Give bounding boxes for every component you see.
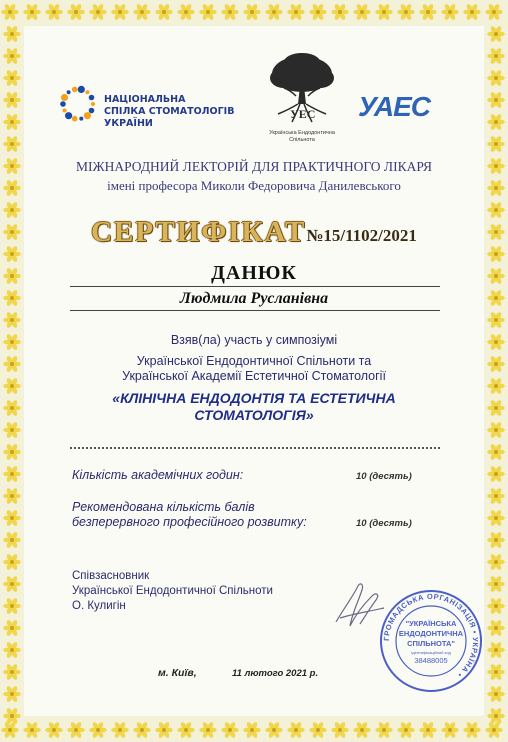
issue-place: м. Київ, — [158, 667, 197, 679]
uaes-logo-text: УАЕС — [358, 91, 430, 120]
points-label-line-2: безперервного професійного розвитку: — [72, 515, 307, 529]
nsu-line-3: УКРАЇНИ — [104, 118, 153, 129]
nsu-logo-text — [104, 94, 254, 130]
event-title-line-1: «КЛІНІЧНА ЕНДОДОНТІЯ ТА ЕСТЕТИЧНА — [112, 390, 396, 406]
organizer-line-1: Української Ендодонтичної Спільноти та — [136, 354, 372, 368]
nsu-logo-icon — [56, 82, 100, 126]
points-value: 10 (десять) — [356, 518, 412, 529]
event-title-line-2: СТОМАТОЛОГІЯ» — [194, 407, 314, 423]
nsu-line-2: СПІЛКА СТОМАТОЛОГІВ — [104, 106, 235, 117]
lecture-subtitle: імені професора Миколи Федоровича Данилевського — [107, 178, 401, 193]
tree-logo-mark: УЕС — [290, 107, 316, 121]
dotted-divider — [70, 447, 440, 449]
stamp-center-line-3: СПІЛЬНОТА" — [407, 639, 455, 648]
tree-caption-line-1: Українська Ендодонтична — [269, 130, 335, 136]
tree-logo-icon — [262, 52, 342, 130]
recipient-surname: ДАНЮК — [211, 262, 297, 284]
participation-text: Взяв(ла) участь у симпозіумі — [170, 333, 338, 347]
stamp-code: 38488005 — [414, 656, 448, 665]
stamp-code-label: Ідентифікаційний код — [411, 650, 451, 655]
tree-caption-line-2: Спільнота — [289, 137, 315, 143]
lecture-title: МІЖНАРОДНИЙ ЛЕКТОРІЙ ДЛЯ ПРАКТИЧНОГО ЛІКАРЯ — [76, 159, 432, 174]
hours-value: 10 (десять) — [356, 471, 412, 482]
points-label-line-1: Рекомендована кількість балів — [72, 500, 255, 514]
certificate-word: СЕРТИФІКАТ — [91, 216, 307, 248]
uaes-logo-icon — [356, 90, 446, 120]
stamp-center-line-1: "УКРАЇНСЬКА — [405, 619, 457, 628]
signature-block — [72, 569, 312, 614]
name-underline — [70, 310, 440, 311]
certificate-number: №15/1102/2021 — [306, 226, 417, 245]
signature-org: Української Ендодонтичної Спільноти — [72, 585, 273, 597]
organization-stamp — [378, 588, 484, 694]
surname-underline — [70, 286, 440, 287]
stamp-outer-text: ГРОМАДСЬКА ОРГАНІЗАЦІЯ • УКРАЇНА • — [381, 591, 481, 680]
recipient-given-name: Людмила Русланівна — [179, 290, 329, 307]
hours-label: Кількість академічних годин: — [72, 468, 244, 482]
signature-title: Співзасновник — [72, 570, 150, 582]
certificate-title — [30, 216, 478, 250]
event-title — [30, 390, 478, 424]
signature-name: О. Кулигін — [72, 600, 126, 612]
organizer-line-2: Української Академії Естетичної Стоматології — [122, 369, 386, 383]
issue-date: 11 лютого 2021 р. — [232, 668, 319, 679]
stamp-center-line-2: ЕНДОДОНТИЧНА — [398, 629, 464, 638]
tree-logo-caption — [252, 130, 352, 144]
nsu-line-1: НАЦІОНАЛЬНА — [104, 94, 186, 105]
